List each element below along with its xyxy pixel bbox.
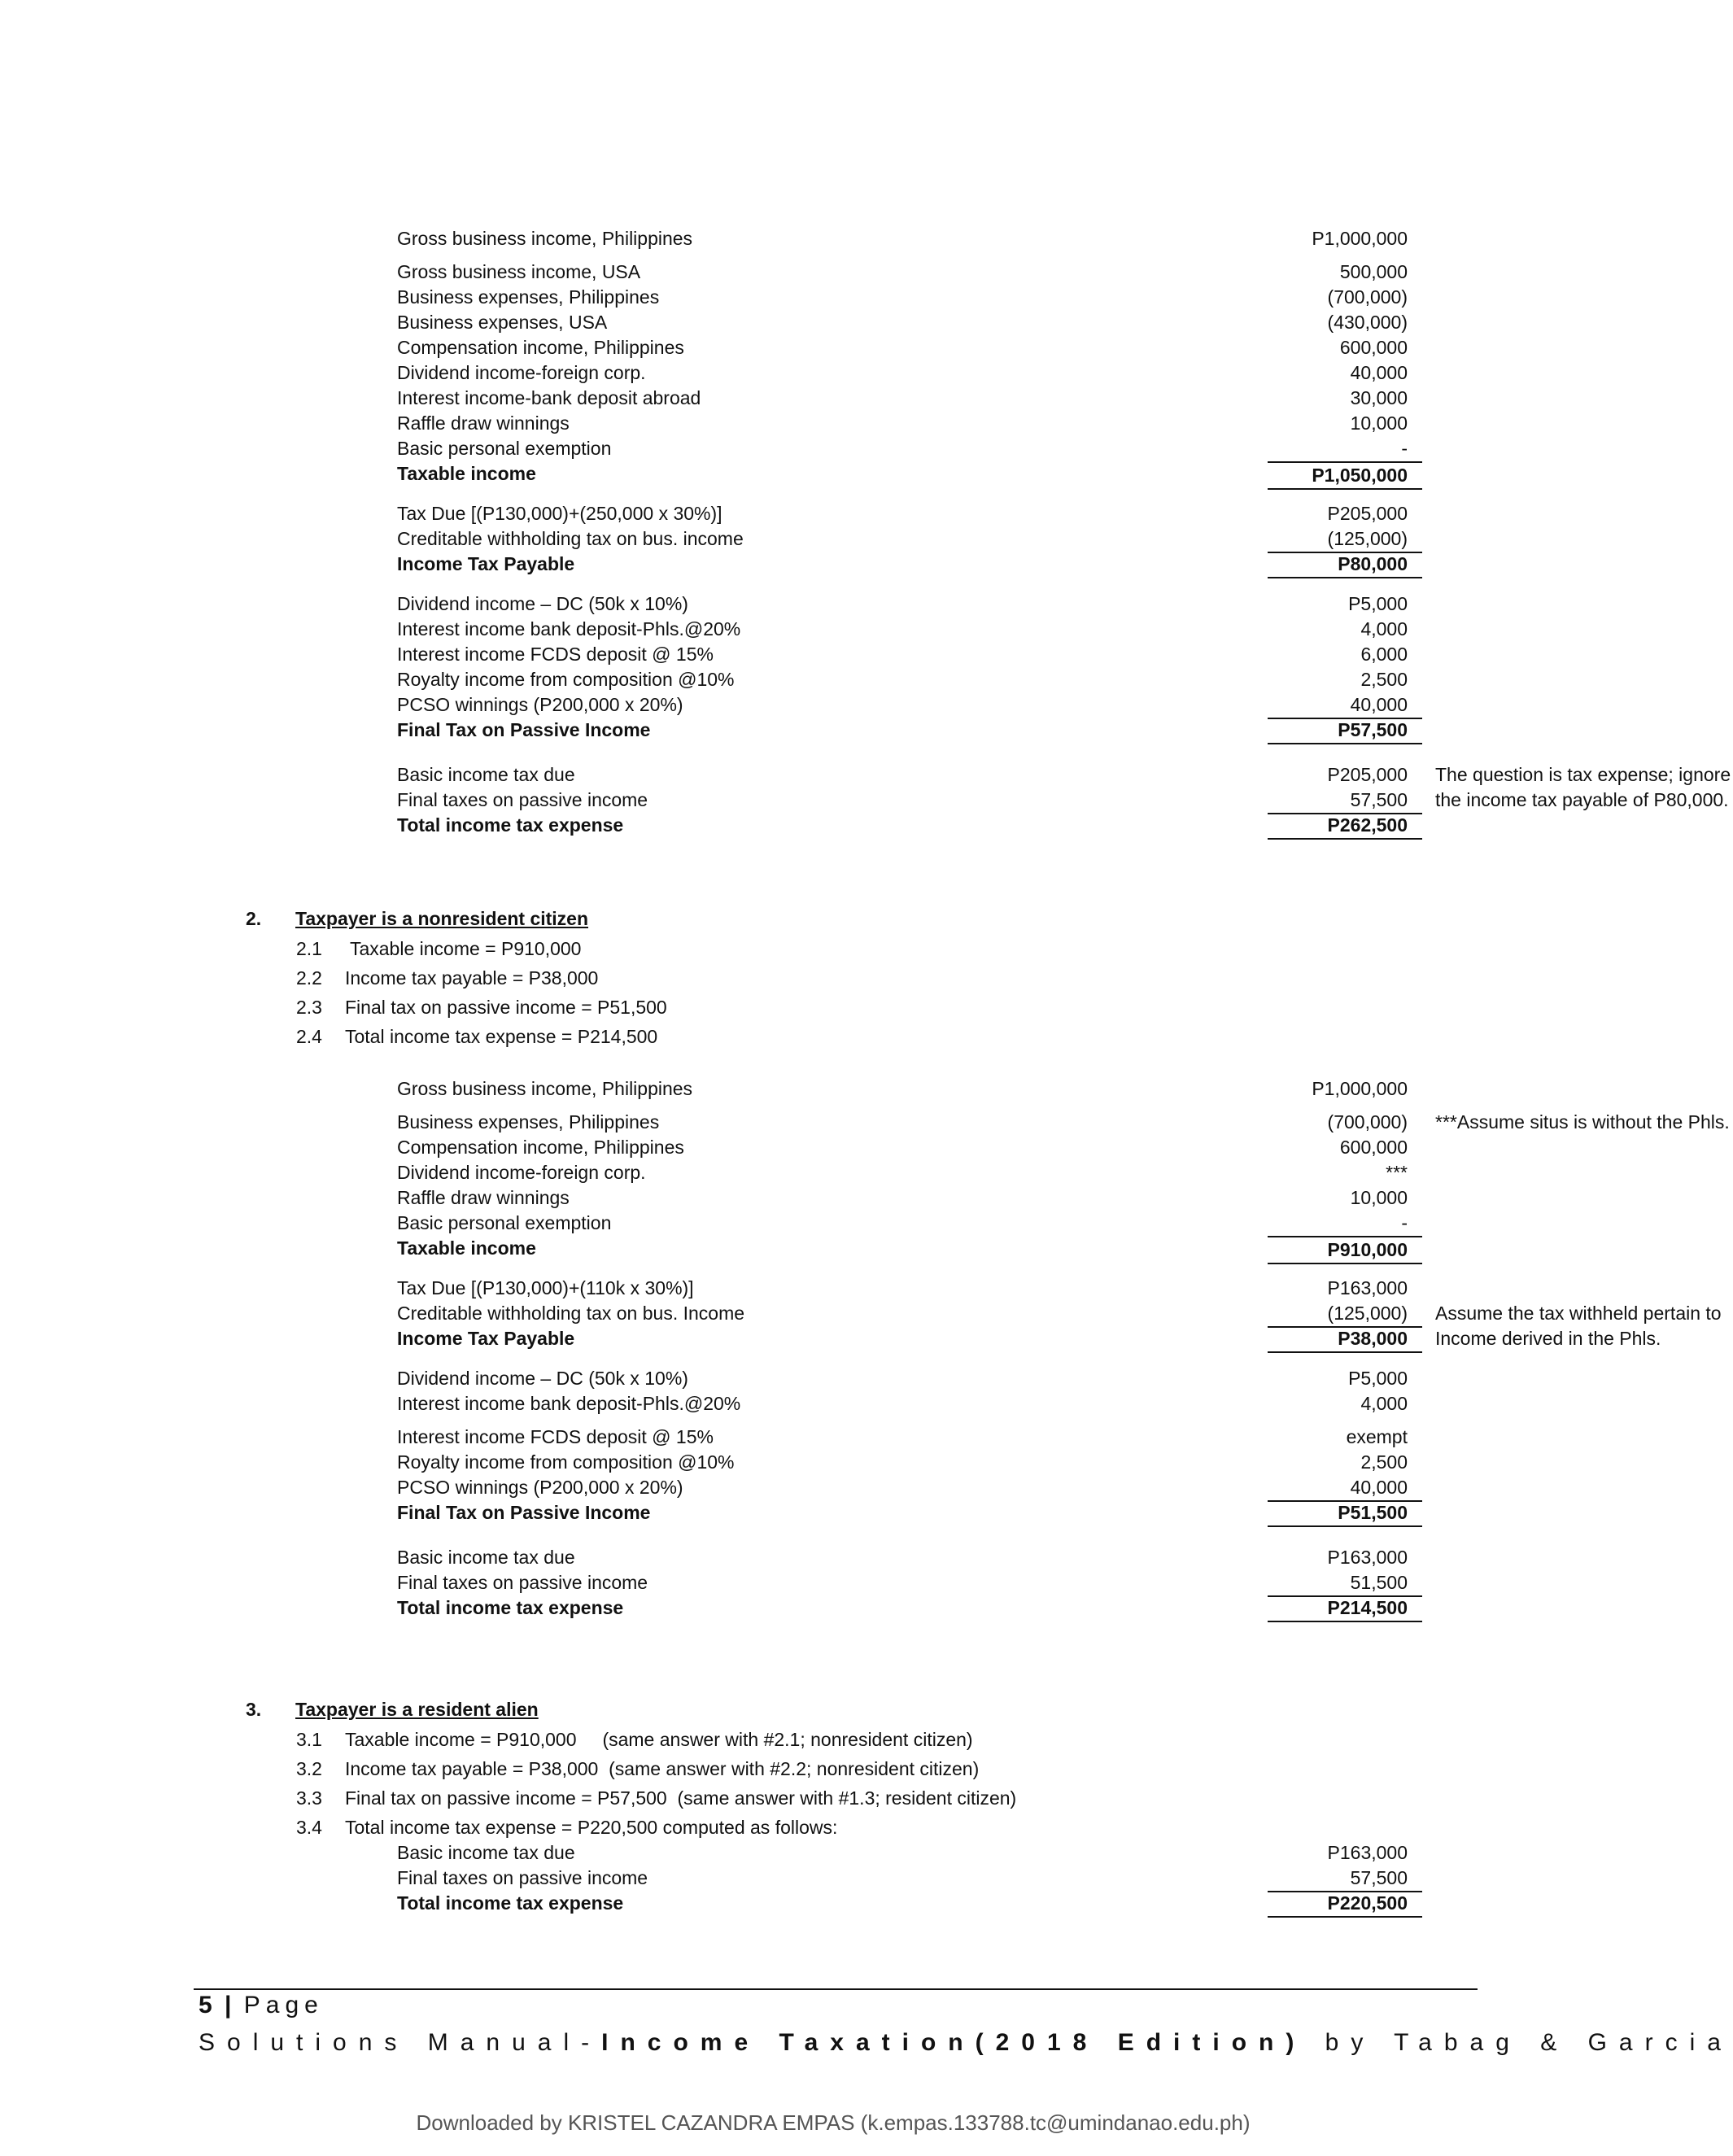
table-row: [397, 1475, 1408, 1500]
text-cell: Dividend income – DC (50k x 10%): [397, 1368, 688, 1389]
text-cell: 30,000: [1350, 387, 1408, 408]
table-row: [397, 1866, 1408, 1891]
text-cell: Basic personal exemption: [397, 1212, 612, 1233]
table-row: [397, 1211, 1408, 1236]
list-item: [296, 934, 667, 963]
text-cell: P262,500: [1268, 813, 1422, 840]
text-cell: Tax Due [(P130,000)+(250,000 x 30%)]: [397, 503, 722, 524]
text-cell: P220,500: [1268, 1891, 1422, 1918]
note: ***Assume situs is without the Phls.: [1435, 1111, 1730, 1133]
text-cell: 3.: [246, 1699, 262, 1720]
text-cell: Raffle draw winnings: [397, 1187, 570, 1208]
note: Assume the tax withheld pertain to: [1435, 1303, 1722, 1324]
text-cell: Raffle draw winnings: [397, 412, 570, 434]
table-row: [397, 642, 1408, 667]
text-cell: P163,000: [1327, 1277, 1408, 1298]
total-tax-expense-row: [397, 1891, 1408, 1916]
text-cell: 40,000: [1268, 692, 1422, 719]
manual-title: [199, 2029, 1733, 2057]
total-tax-expense-row: [397, 813, 1408, 838]
text-cell: Final Tax on Passive Income: [397, 719, 651, 740]
text-cell: ***: [1386, 1162, 1408, 1183]
text-cell: Royalty income from composition @10%: [397, 669, 735, 690]
text-cell: Taxable income = P910,000 (same answer with #2.1; nonresident citizen): [345, 1729, 973, 1750]
text-cell: Income tax payable = P38,000 (same answer with #2.2; nonresident citizen): [345, 1758, 980, 1779]
table-row: [397, 260, 1408, 285]
text-cell: 10,000: [1350, 412, 1408, 434]
text-cell: Gross business income, USA: [397, 261, 641, 282]
table-row: [397, 1185, 1408, 1211]
text-cell: Income Tax Payable: [397, 1328, 575, 1349]
table-row: [397, 226, 1408, 251]
text-cell: Interest income bank deposit-Phls.@20%: [397, 618, 741, 639]
table-row: [397, 617, 1408, 642]
list-item: [296, 1754, 1016, 1783]
text-cell: 2,500: [1360, 1451, 1408, 1473]
text-cell: Total income tax expense: [397, 1597, 624, 1618]
text-cell: Income tax payable = P38,000: [345, 967, 599, 989]
table-row: [397, 1135, 1408, 1160]
text-cell: Final taxes on passive income: [397, 1867, 648, 1888]
table-row: [397, 667, 1408, 692]
text-cell: PCSO winnings (P200,000 x 20%): [397, 1477, 683, 1498]
text-cell: 2,500: [1360, 669, 1408, 690]
text-cell: 3.3: [296, 1787, 322, 1809]
text-cell: PCSO winnings (P200,000 x 20%): [397, 694, 683, 715]
text-cell: P80,000: [1268, 552, 1422, 578]
table-row: [397, 411, 1408, 436]
text-cell: Dividend income-foreign corp.: [397, 1162, 646, 1183]
text-cell: P214,500: [1268, 1595, 1422, 1622]
section-heading-3: [246, 1699, 539, 1721]
text-cell: P51,500: [1268, 1500, 1422, 1527]
text-cell: Business expenses, Philippines: [397, 1111, 660, 1133]
text-cell: -: [1401, 1212, 1408, 1233]
table-row: [397, 1076, 1408, 1102]
text-cell: Tax Due [(P130,000)+(110k x 30%)]: [397, 1277, 694, 1298]
text-cell: P163,000: [1327, 1842, 1408, 1863]
computation-block-2: [397, 1076, 1730, 1621]
text-cell: |: [225, 1992, 232, 2019]
text-cell: Interest income bank deposit-Phls.@20%: [397, 1393, 741, 1414]
text-cell: Gross business income, Philippines: [397, 228, 693, 249]
list-item: [296, 1022, 667, 1051]
text-cell: Interest income-bank deposit abroad: [397, 387, 701, 408]
text-cell: 4,000: [1360, 618, 1408, 639]
taxable-income-row: [397, 461, 1408, 487]
text-cell: Final taxes on passive income: [397, 1572, 648, 1593]
text-cell: Final taxes on passive income: [397, 789, 648, 810]
download-notice: Downloaded by KRISTEL CAZANDRA EMPAS (k.empas.133788.tc@umindanao.edu.ph): [416, 2110, 1251, 2135]
text-cell: Basic income tax due: [397, 1547, 575, 1568]
text-cell: Taxpayer is a nonresident citizen: [295, 908, 589, 929]
text-cell: Total income tax expense = P214,500: [345, 1026, 658, 1047]
text-cell: P910,000: [1268, 1236, 1422, 1264]
table-row: [397, 1450, 1408, 1475]
text-cell: (125,000): [1268, 1301, 1422, 1328]
text-cell: Page: [243, 1992, 324, 2019]
table-row: [397, 692, 1408, 718]
answer-list-2: [296, 934, 667, 1051]
text-cell: 500,000: [1339, 261, 1408, 282]
final-tax-passive-row: [397, 718, 1408, 743]
table-row: [397, 1366, 1408, 1391]
text-cell: Creditable withholding tax on bus. income: [397, 528, 744, 549]
text-cell: exempt: [1346, 1426, 1408, 1447]
computation-block-1: [397, 226, 1731, 838]
text-cell: 600,000: [1339, 337, 1408, 358]
text-cell: Basic income tax due: [397, 1842, 575, 1863]
income-tax-payable-row: [397, 1326, 1661, 1351]
income-tax-payable-row: [397, 552, 1408, 577]
table-row: [397, 310, 1408, 335]
table-row: [397, 285, 1408, 310]
text-cell: Compensation income, Philippines: [397, 1137, 684, 1158]
table-row: [397, 1425, 1408, 1450]
text-cell: Royalty income from composition @10%: [397, 1451, 735, 1473]
list-item: [296, 1725, 1016, 1754]
text-cell: Taxable income: [397, 463, 536, 484]
text-cell: 57,500: [1268, 788, 1422, 814]
text-cell: 600,000: [1339, 1137, 1408, 1158]
text-cell: P5,000: [1348, 593, 1408, 614]
table-row: [397, 762, 1731, 788]
table-row: [397, 1160, 1408, 1185]
table-row: [397, 591, 1408, 617]
text-cell: P1,000,000: [1312, 1078, 1408, 1099]
text-cell: Solutions Manual-: [199, 2029, 602, 2056]
table-row: [397, 1110, 1730, 1135]
text-cell: Income Taxation(2018 Edition): [601, 2029, 1307, 2056]
text-cell: 57,500: [1268, 1866, 1422, 1892]
text-cell: Dividend income-foreign corp.: [397, 362, 646, 383]
text-cell: 40,000: [1268, 1475, 1422, 1502]
text-cell: 3.1: [296, 1729, 322, 1750]
computation-block-3: [397, 1840, 1408, 1916]
list-item: [296, 1783, 1016, 1813]
section-heading-2: [246, 908, 588, 930]
text-cell: 2.: [246, 908, 262, 929]
note: the income tax payable of P80,000.: [1435, 789, 1729, 810]
note: Income derived in the Phls.: [1435, 1328, 1661, 1349]
text-cell: Income Tax Payable: [397, 553, 575, 574]
text-cell: 2.4: [296, 1026, 322, 1047]
text-cell: Total income tax expense: [397, 1892, 624, 1914]
text-cell: Business expenses, USA: [397, 312, 608, 333]
text-cell: (125,000): [1268, 526, 1422, 553]
table-row: [397, 1391, 1408, 1416]
table-row: [397, 436, 1408, 461]
page-number: [199, 1992, 324, 2019]
text-cell: Basic personal exemption: [397, 438, 612, 459]
final-tax-passive-row: [397, 1500, 1408, 1525]
text-cell: Taxpayer is a resident alien: [295, 1699, 539, 1720]
list-item: [296, 1813, 1016, 1842]
table-row: [397, 788, 1729, 813]
text-cell: P57,500: [1268, 718, 1422, 744]
text-cell: P38,000: [1268, 1326, 1422, 1353]
text-cell: 5: [199, 1992, 212, 2019]
list-item: [296, 993, 667, 1022]
text-cell: P5,000: [1348, 1368, 1408, 1389]
text-cell: Taxable income = P910,000: [345, 938, 582, 959]
table-row: [397, 1840, 1408, 1866]
text-cell: P163,000: [1327, 1547, 1408, 1568]
text-cell: Business expenses, Philippines: [397, 286, 660, 308]
text-cell: 2.3: [296, 997, 322, 1018]
table-row: [397, 1545, 1408, 1570]
text-cell: 40,000: [1350, 362, 1408, 383]
text-cell: Total income tax expense: [397, 814, 624, 836]
text-cell: P1,050,000: [1268, 461, 1422, 490]
text-cell: Creditable withholding tax on bus. Income: [397, 1303, 745, 1324]
text-cell: Basic income tax due: [397, 764, 575, 785]
total-tax-expense-row: [397, 1595, 1408, 1621]
text-cell: 2.1: [296, 938, 322, 959]
text-cell: 2.2: [296, 967, 322, 989]
text-cell: (700,000): [1327, 286, 1408, 308]
note: The question is tax expense; ignore: [1435, 764, 1731, 785]
text-cell: Interest income FCDS deposit @ 15%: [397, 644, 714, 665]
text-cell: Dividend income – DC (50k x 10%): [397, 593, 688, 614]
text-cell: Final Tax on Passive Income: [397, 1502, 651, 1523]
text-cell: Gross business income, Philippines: [397, 1078, 693, 1099]
table-row: [397, 526, 1408, 552]
table-row: [397, 335, 1408, 360]
text-cell: Final tax on passive income = P51,500: [345, 997, 667, 1018]
table-row: [397, 386, 1408, 411]
table-row: [397, 1276, 1408, 1301]
text-cell: (700,000): [1327, 1111, 1408, 1133]
text-cell: P1,000,000: [1312, 228, 1408, 249]
text-cell: 6,000: [1360, 644, 1408, 665]
answer-list-3: [296, 1725, 1016, 1842]
text-cell: Final tax on passive income = P57,500 (same answer with #1.3; resident citizen): [345, 1787, 1017, 1809]
table-row: [397, 360, 1408, 386]
table-row: [397, 1301, 1722, 1326]
text-cell: -: [1401, 438, 1408, 459]
text-cell: Compensation income, Philippines: [397, 337, 684, 358]
text-cell: P205,000: [1327, 764, 1408, 785]
text-cell: 3.4: [296, 1817, 322, 1838]
text-cell: Interest income FCDS deposit @ 15%: [397, 1426, 714, 1447]
taxable-income-row: [397, 1236, 1408, 1261]
text-cell: 4,000: [1360, 1393, 1408, 1414]
table-row: [397, 501, 1408, 526]
text-cell: (430,000): [1327, 312, 1408, 333]
text-cell: P205,000: [1327, 503, 1408, 524]
text-cell: Taxable income: [397, 1237, 536, 1259]
list-item: [296, 963, 667, 993]
text-cell: 3.2: [296, 1758, 322, 1779]
text-cell: 10,000: [1350, 1187, 1408, 1208]
text-cell: Total income tax expense = P220,500 computed as follows:: [345, 1817, 838, 1838]
table-row: [397, 1570, 1408, 1595]
footer-divider: [194, 1988, 1478, 1990]
text-cell: 51,500: [1268, 1570, 1422, 1597]
text-cell: by Tabag & Garcia: [1306, 2029, 1733, 2056]
